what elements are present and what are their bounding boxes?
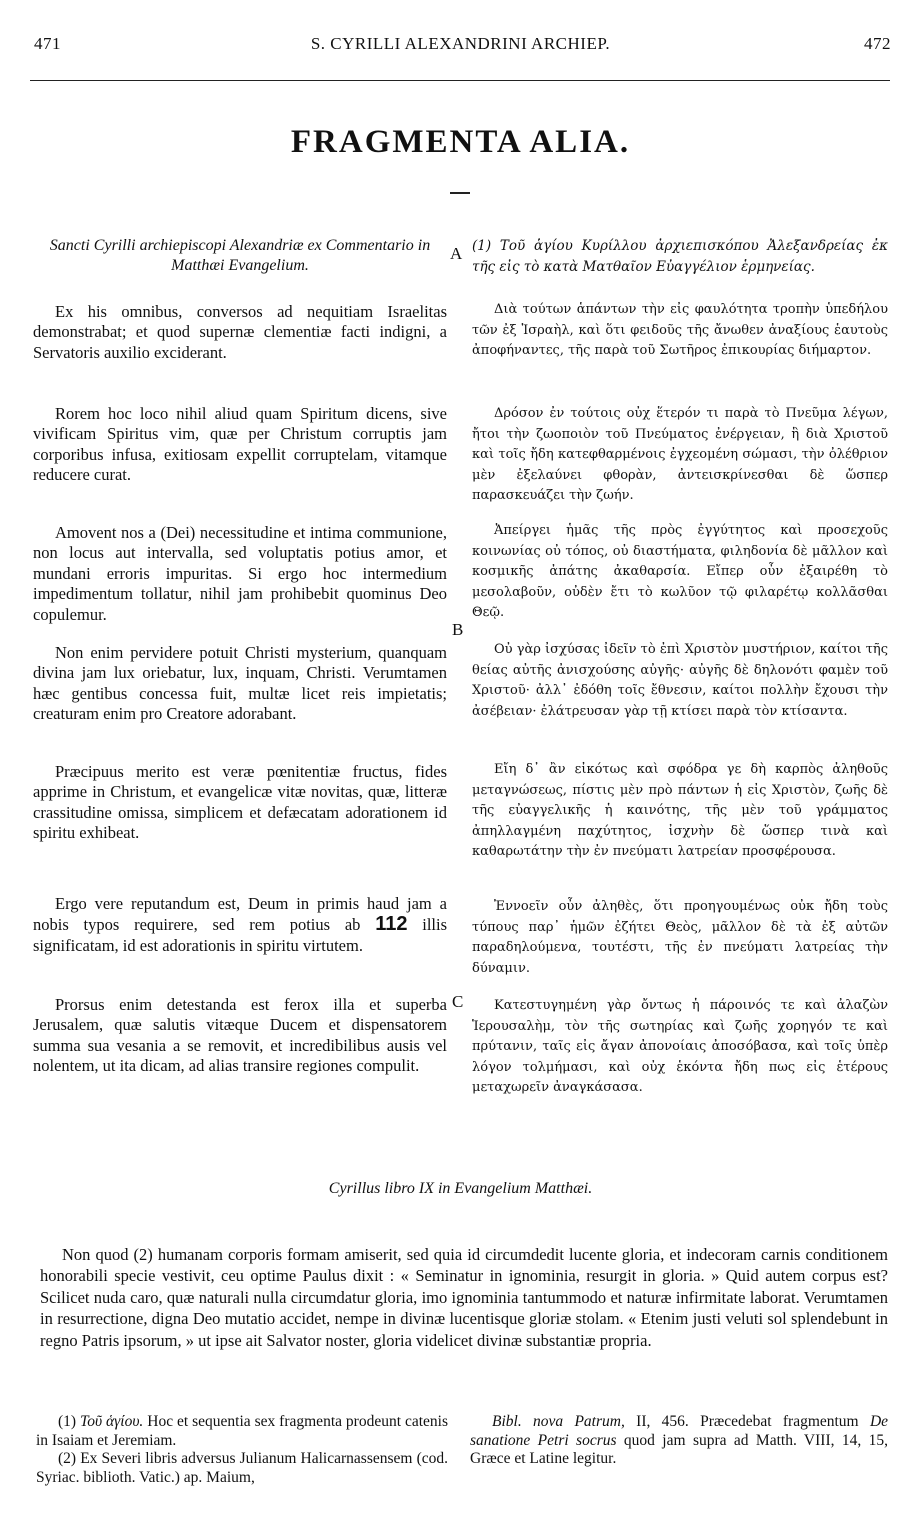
page-title: FRAGMENTA ALIA. [290,124,631,160]
footnote-cont-a: Præcedebat fragmentum [700,1413,859,1430]
greek-p1-text: Διὰ τούτων ἁπάντων τὴν εἰς φαυλότητα τροπὴν ὑπεδήλου τῶν ἐξ Ἰσραὴλ, καὶ ὅτι φειδοῦς τῆς ἄνωθεν ἀναξίους ἑαυτοὺς ἀποφήναντες, τῆς παρὰ τοῦ Σωτῆρος ἐπικουρίας διήμαρτον. [472,302,888,359]
margin-letter-c: C [452,992,464,1011]
latin-paragraph-2 [33,404,447,486]
greek-paragraph-6 [472,897,888,979]
greek-paragraph-4 [472,640,888,722]
running-title: S. CYRILLI ALEXANDRINI ARCHIEP. [310,34,611,53]
greek-p4-text: Οὐ γὰρ ἰσχύσας ἰδεῖν τὸ ἐπὶ Χριστὸν μυστήριον, καίτοι τῆς θείας αὐτῆς ἀνισχούσης αὐγῆς· αὐγῆς δὲ δηλονότι φαμὲν τοῦ Χριστοῦ· ἀλλ᾽ ἐδόθη τοῖς ἔθνεσιν, καίτοι πολλὴν ἔχουσι τὴν ἀσέβειαν· ἐλάτρευσαν γὰρ τῇ κτίσει παρὰ τὸν κτίσαντα. [472,642,888,719]
greek-p7-text: Κατεστυγημένη γὰρ ὄντως ἡ πάροινός τε καὶ ἀλαζὼν Ἱερουσαλὴμ, τὸν τῆς σωτηρίας καὶ ζωῆς χορηγόν τε καὶ πρύτανιν, ταῖς εἰς ἄγαν ἀπονοίαις ἀποσόβασα, καὶ τοῖς ὑπὲρ λόγον τολμήμασι, καὶ οὐχ ἑκόντα ἤδη πως εἰς ἑτέρους μεταχωρεῖν ἀναγκάσασα. [472,998,888,1096]
column-number: 112 [375,913,408,936]
footnote-source: Bibl. nova Patrum, [492,1413,625,1430]
latin-paragraph-6 [33,894,447,956]
greek-p3-text: Ἀπείργει ἡμᾶς τῆς πρὸς ἐγγύτητος καὶ προσεχοῦς κοινωνίας οὐ τόπος, οὐ διαστήματα, φιληδονία δὲ μᾶλλον καὶ κοσμικῆς ἀπάτης ἀκαθαρσία. Εἴπερ οὖν ἐξαιρέθη τὸ μεσολαβοῦν, οὐδὲν ἔτι τὸ κωλῦον τῷ φιλαρέτῳ κολλᾶσθαι Θεῷ. [472,523,888,621]
greek-heading-text: Τοῦ ἁγίου Κυρίλλου ἀρχιεπισκόπου Ἀλεξανδρείας ἐκ τῆς εἰς τὸ κατὰ Ματθαῖον Εὐαγγέλιον ἑρμηνείας. [472,238,888,275]
footnote-ref: II, 456. [636,1413,689,1430]
footnote-1-text: Hoc et sequentia sex fragmenta prodeunt catenis in Isaiam et Jeremiam. [36,1413,448,1449]
title-dash [450,192,470,194]
latin-paragraph-4 [33,643,447,725]
section-subheading: Cyrillus libro IX in Evangelium Matthæi. [328,1180,593,1197]
footnote-continuation [470,1413,888,1469]
greek-heading-num: (1) [472,238,492,254]
latin-p7-text: Prorsus enim detestanda est ferox illa et superba Jerusalem, quæ salutis vitæque Ducem et dispensatorem summa sua vesania a se removit, et incredibilibus ausis vel nolentem, ut ita dicam, ad alias transire regiones compulit. [33,995,447,1076]
latin-p2-text: Rorem hoc loco nihil aliud quam Spiritum dicens, sive vivificam Spiritus vim, quæ per Christum corruptis jam corporibus infusa, exitiosam expellit corruptelam, vitamque reducere curat. [33,404,447,485]
latin-p4-text: Non enim pervidere potuit Christi mysterium, quanquam divina jam lux oriebatur, lux, inquam, Christi. Verumtamen hæc gentibus concessa fuit, multæ licet reis impietatis; creaturam enim pro Creatore adorabant. [33,643,447,724]
footnote-2: (2) Ex Severi libris adversus Julianum Halicarnassensem (cod. Syriac. biblioth. Vatic.) ap. Maium, [36,1450,448,1486]
latin-p3-text: Amovent nos a (Dei) necessitudine et intima communione, non locus aut intervalla, sed voluptatis potius amor, et mundani erroris impuritas. Si ergo hoc intermedium impedimentum tollatur, nihil jam prohibebit quominus Deo copulemur. [33,523,447,624]
greek-p6-text: Ἐννοεῖν οὖν ἀληθὲς, ὅτι προηγουμένως οὐκ ἤδη τοὺς τύπους παρ᾽ ἡμῶν ἐζήτει Θεὸς, μᾶλλον δὲ τὰ ἐξ αὐτῶν παραδηλούμενα, τουτέστι, τῆς ἐν πνεύματι λατρείας τὴν δύναμιν. [472,899,888,976]
latin-paragraph-3 [33,523,447,625]
greek-p5-text: Εἴη δ᾽ ἂν εἰκότως καὶ σφόδρα γε δὴ καρπὸς ἀληθοῦς μεταγνώσεως, πίστις μὲν πρὸ πάντων ἡ εἰς Χριστὸν, ζωῆς δὲ τῆς εὐαγγελικῆς ἡ καινότης, τῆς μὲν τοῦ γράμματος ἀπηλλαγμένη παχύτητος, ἰσχνὴν δὲ ὥσπερ τινὰ καὶ καθαρωτάτην τὴν ἐν πνεύματι λατρείαν προσφέρουσα. [472,762,888,860]
footnotes-right [470,1413,888,1469]
latin-column [33,236,447,277]
margin-letter-a: A [450,244,463,263]
greek-paragraph-1 [472,300,888,362]
latin-heading: Sancti Cyrilli archiepiscopi Alexandriæ ex Commentario in Matthæi Evangelium. [49,237,431,275]
latin-paragraph-1 [33,302,447,363]
footnote-1-greek: Τοῦ ἁγίου. [80,1413,144,1430]
greek-p2-text: Δρόσον ἐν τούτοις οὐχ ἕτερόν τι παρὰ τὸ Πνεῦμα λέγων, ἤτοι τὴν ζωοποιὸν τοῦ Πνεύματος ἐνέργειαν, ἣ διὰ Χριστοῦ καὶ τοῖς ἤδη κατεφθαρμένοις ἐγχεομένη σώμασι, τὴν ὀλέθριον μὲν ἐξελαύνει φθορὰν, ἀντεισκρίνεσθαι δὲ ὥσπερ παρασκευάζει τὴν ζωήν. [472,406,888,504]
full-para-text: Non quod (2) humanam corporis formam amiserit, sed quia id circumdedit lucente gloria, et indecoram carnis conditionem honorabili specie vestivit, ceu optime Paulus dixit : « Seminatur in ignominia, resurgit in gloria. » Quid autem corpus est? Scilicet nuda caro, quæ naturali nulla circumdatur gloria, imo ignominia tantummodo et naturæ infirmitate laborat. Verumtamen in resurrectione, digna Deo mutatio accidet, nempe in divinæ lucentisque gloriæ stolam. « Etenim justi veluti sol splendebunt in regno Patris ipsorum, » ut ipse ait Salvator noster, gloria videlicet divinæ substantiæ propria. [40,1245,888,1350]
latin-p1-text: Ex his omnibus, conversos ad nequitiam Israelitas demonstrabat; et quod supernæ clementiæ facti indigni, a Servatoris auxilio exciderant. [33,302,447,362]
greek-paragraph-7 [472,996,888,1099]
greek-paragraph-5 [472,760,888,863]
latin-p6-after: illis significatam, id est adorationis in spiritu virtutem. [33,915,448,955]
page-number-left: 471 [34,34,61,53]
latin-paragraph-7 [33,995,447,1077]
footnote-1-num: (1) [58,1413,77,1430]
greek-paragraph-3 [472,521,888,624]
greek-heading [472,236,888,277]
page-number-right: 472 [864,34,891,53]
latin-p5-text: Præcipuus merito est veræ pœnitentiæ fructus, fides apprime in Christum, et evangelicæ vitæ novitas, quæ, litteræ crassitudine omissa, simplicem et defæcatam adorationem id spiritu exhibeat. [33,762,447,843]
greek-paragraph-2 [472,404,888,507]
footnote-cont-b: quod jam supra ad Matth. VIII, 14, 15, Græce et Latine legitur. [470,1431,889,1467]
full-width-paragraph [40,1244,888,1351]
footnote-1 [36,1413,448,1450]
latin-paragraph-5 [33,762,447,844]
footnote-work-title: De sanatione Petri socrus [470,1413,889,1449]
latin-p6-before: Ergo vere reputandum est, Deum in primis haud jam a nobis typos requirere, sed rem potius ab [33,894,447,935]
footnotes-left [36,1413,448,1487]
header-rule [30,80,890,81]
margin-letter-b: B [452,620,464,639]
